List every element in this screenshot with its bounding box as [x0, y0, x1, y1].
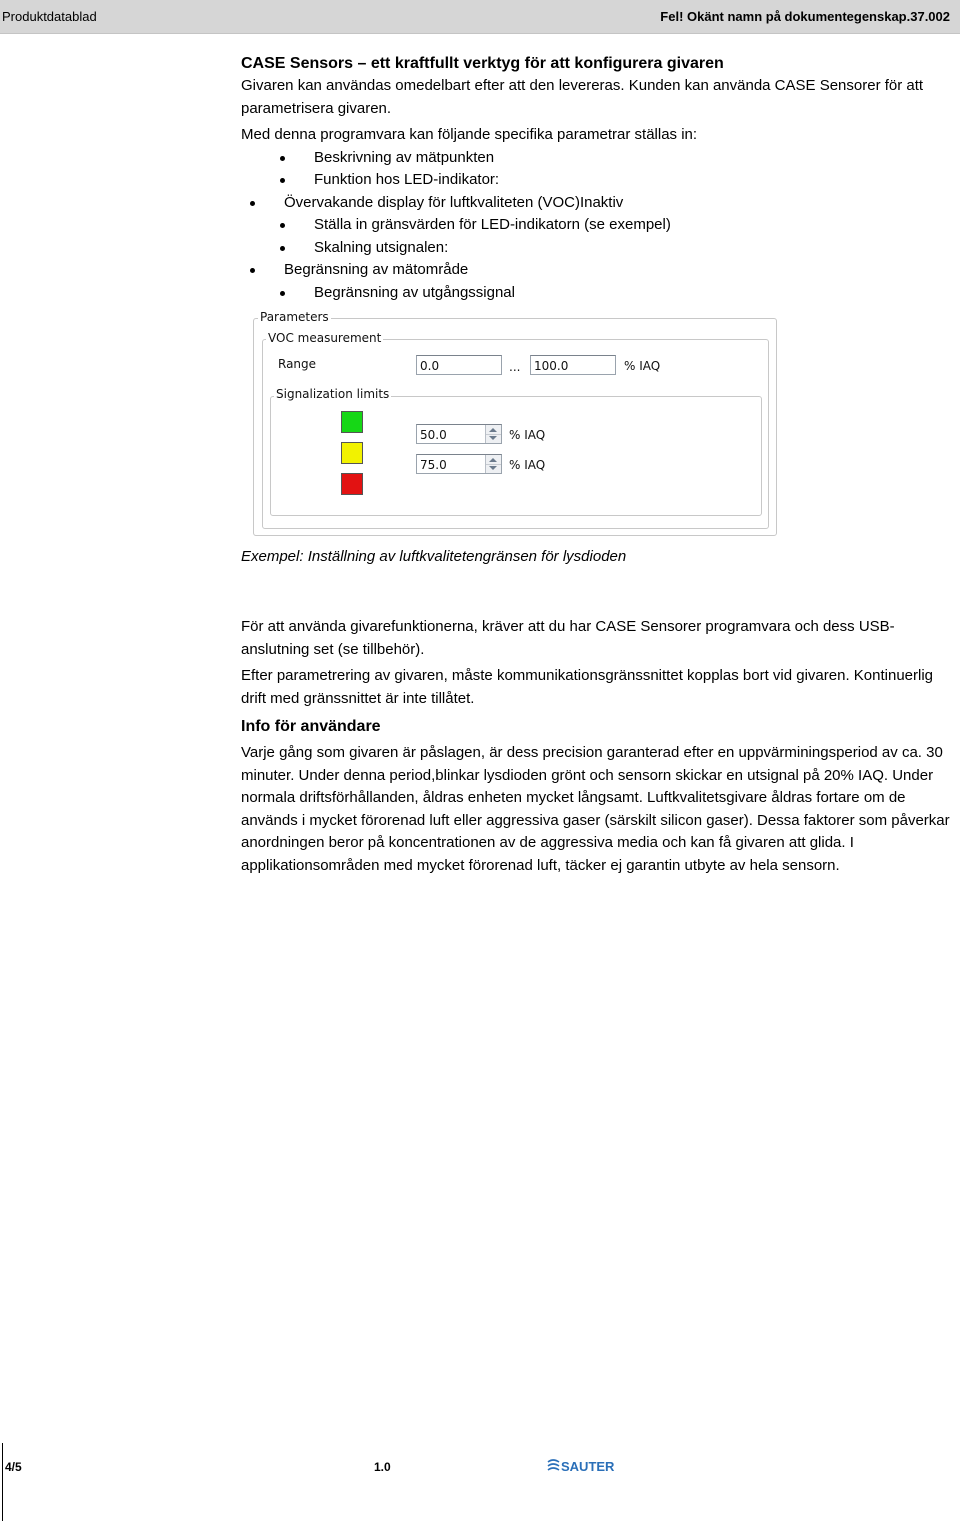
list-item: Begränsning av mätområde: [241, 259, 953, 282]
list-item: Skalning utsignalen:: [241, 237, 953, 260]
page-header: [0, 0, 960, 34]
signalization-legend: Signalization limits: [276, 387, 390, 401]
footer-divider: [2, 1443, 3, 1521]
range-label: Range: [278, 357, 317, 371]
stepper-arrows-icon[interactable]: [485, 425, 501, 443]
parameter-list: [241, 147, 953, 305]
footer-page-number: 4/5: [5, 1460, 22, 1474]
list-item: Övervakande display för luftkvaliteten (VOC)Inaktiv: [241, 192, 953, 215]
yellow-led-swatch: [341, 442, 363, 464]
stepper-arrows-icon[interactable]: [485, 455, 501, 473]
limit1-unit: % IAQ: [509, 428, 546, 442]
body-paragraph-usb: För att använda givarefunktionerna, kräver att du har CASE Sensorer programvara och dess USB-anslutning set (se tillbehör).: [241, 618, 895, 658]
body-paragraph-interface: Efter parametrering av givaren, måste kommunikationsgränssnittet kopplas bort vid givaren. Kontinuerlig drift med gränssnittet är inte tillåtet.: [241, 667, 934, 707]
logo-wordmark: SAUTER: [561, 1459, 615, 1474]
body-paragraph-info: Varje gång som givaren är påslagen, är dess precision garanterad efter en uppvärminingsperiod av ca. 30 minuter. Under denna period,blinkar lysdioden grönt och sensorn skickar en utsignal på 20% IAQ. Under normala driftsförhållanden, åldras enheten mycket långsamt. Luftkvalitetsgivare åldras fortare om de används i mycket förorenad luft eller aggressiva gaser (särskilt silicon gaser). Dessa faktorer som påverkar anordningen beror på koncentrationen av de aggressiva media och kan få givaren att glida. I applikationsområden med mycket förorenad luft, täcker ej garantin utbyte av hela sensorn.: [241, 744, 950, 874]
parameters-legend: Parameters: [260, 310, 329, 324]
list-item: Beskrivning av mätpunkten: [241, 147, 953, 170]
range-min-input[interactable]: 0.0: [416, 355, 502, 375]
header-doc-ref: Fel! Okänt namn på dokumentegenskap.37.002: [660, 9, 950, 24]
limit-green-yellow-stepper[interactable]: [416, 424, 502, 444]
limit2-value: 75.0: [420, 458, 447, 472]
limit2-unit: % IAQ: [509, 458, 546, 472]
range-separator: ...: [509, 360, 521, 374]
footer-version: 1.0: [374, 1460, 391, 1474]
red-led-swatch: [341, 473, 363, 495]
limit-yellow-red-stepper[interactable]: [416, 454, 502, 474]
range-max-input[interactable]: 100.0: [530, 355, 616, 375]
limit1-value: 50.0: [420, 428, 447, 442]
list-item: Begränsning av utgångssignal: [241, 282, 953, 305]
list-item: Ställa in gränsvärden för LED-indikatorn (se exempel): [241, 214, 953, 237]
page-content: [241, 53, 953, 877]
list-item: Funktion hos LED-indikator:: [241, 169, 953, 192]
figure-caption: Exempel: Inställning av luftkvalitetengränsen för lysdioden: [241, 548, 627, 565]
section-title: CASE Sensors – ett kraftfullt verktyg för att konfigurera givaren: [241, 55, 724, 72]
range-unit: % IAQ: [624, 359, 661, 373]
list-lead: Med denna programvara kan följande specifika parametrar ställas in:: [241, 126, 698, 143]
parameters-screenshot: [250, 308, 778, 540]
voc-legend: VOC measurement: [268, 331, 382, 345]
intro-paragraph: Givaren kan användas omedelbart efter att den levereras. Kunden kan använda CASE Sensorer för att parametrisera givaren.: [241, 77, 924, 117]
info-heading: Info för användare: [241, 718, 381, 735]
sauter-logo: [547, 1458, 617, 1474]
green-led-swatch: [341, 411, 363, 433]
header-doc-type: Produktdatablad: [2, 9, 97, 24]
